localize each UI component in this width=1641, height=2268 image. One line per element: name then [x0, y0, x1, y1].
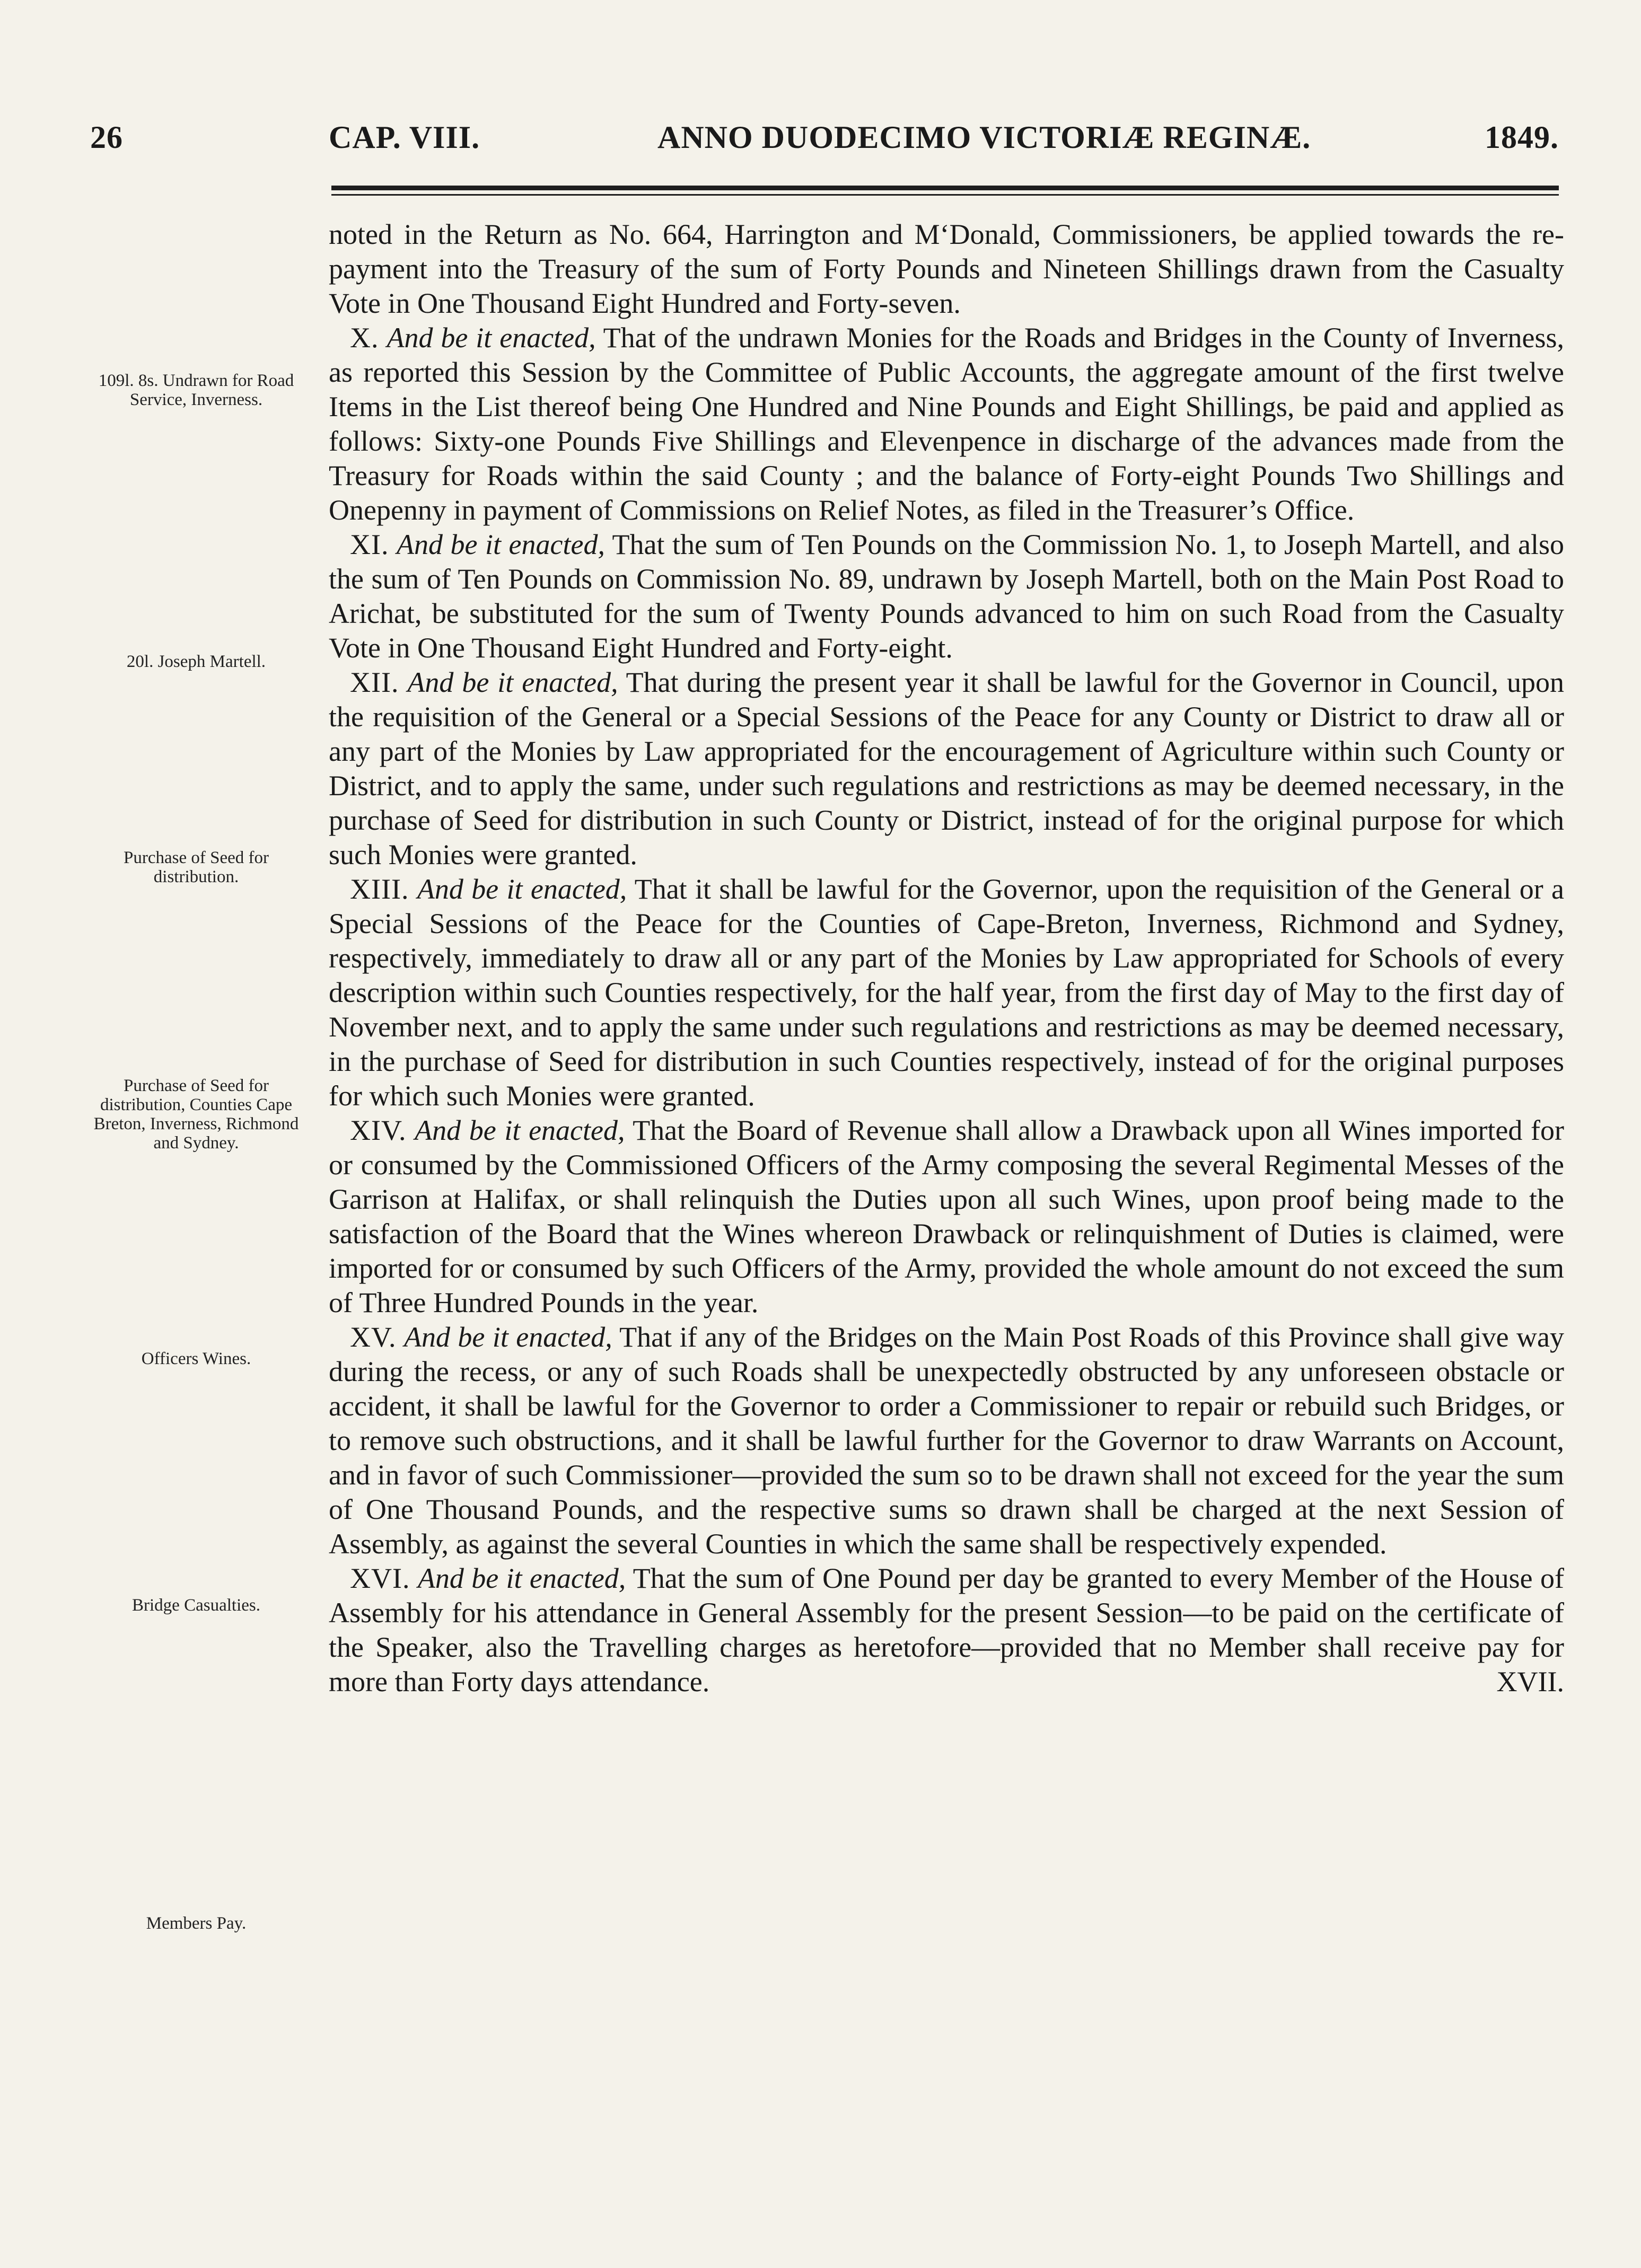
body-text — [329, 217, 1564, 1699]
section-12 — [329, 665, 1564, 872]
year-label: 1849. — [1485, 120, 1559, 155]
section-text: That if any of the Bridges on the Main Post Roads of this Province shall give way during the recess, or any of such Roads shall be unexpectedly obstructed by any unforeseen obstacle or accident, it shall be lawful for the Governor to order a Commissioner to repair or rebuild such Bridges, or to remove such obstructions, and it shall be lawful further for the Governor to draw Warrants on Account, and in favor of such Commissioner—provided the sum so to be drawn shall not exceed for the year the sum of One Thousand Pounds, and the respective sums so drawn shall be charged at the next Session of Assembly, as against the several Counties in which the same shall be respectively expended. — [329, 1321, 1565, 1560]
section-10 — [329, 321, 1564, 528]
enacting-phrase: And be it enacted, — [415, 1114, 625, 1146]
section-text: That the sum of Ten Pounds on the Commission No. 1, to Joseph Martell, and also the sum of Ten Pounds on Commission No. 89, undrawn by Joseph Martell, both on the Main Post Road to Arichat, be substituted for the sum of Twenty Pounds advanced to him on such Road from the Casualty Vote in One Thousand Eight Hundred and Forty-eight. — [329, 529, 1565, 664]
section-14 — [329, 1113, 1564, 1320]
section-text: That the sum of One Pound per day be granted to every Member of the House of Assembly for his attendance in General Assembly for the present Session—to be paid on the certificate of the Speaker, also the Travelling charges as heretofore—provided that no Member shall receive pay for more than Forty days attendance. — [329, 1562, 1564, 1698]
enacting-phrase: And be it enacted, — [387, 322, 596, 354]
enacting-phrase: And be it enacted, — [407, 666, 618, 698]
section-number: XV. — [350, 1321, 397, 1353]
section-11 — [329, 528, 1564, 665]
continuation-paragraph: noted in the Return as No. 664, Harrington and M‘Donald, Commissioners, be applied towards the re-payment into the Treasury of the sum of Forty Pounds and Nineteen Shillings drawn from the Casualty Vote in One Thousand Eight Hundred and Forty-seven. — [329, 218, 1564, 319]
header-rule-thin — [331, 194, 1559, 196]
header-rule-thick — [331, 186, 1559, 190]
section-text: That of the undrawn Monies for the Roads and Bridges in the County of Inverness, as reported this Session by the Committee of Public Accounts, the aggregate amount of the first twelve Items in the List thereof being One Hundred and Nine Pounds and Eight Shillings, be paid and applied as follows: Sixty-one Pounds Five Shillings and Elevenpence in discharge of the advances made from the Treasury for Roads within the said County ; and the balance of Forty-eight Pounds Two Shillings and Onepenny in payment of Commissions on Relief Notes, as filed in the Treasurer’s Office. — [329, 322, 1564, 526]
running-title: ANNO DUODECIMO VICTORIÆ REGINÆ. — [657, 120, 1311, 155]
chapter-label: CAP. VIII. — [329, 120, 480, 155]
section-number: XI. — [350, 529, 389, 560]
section-text: That during the present year it shall be lawful for the Governor in Council, upon the requisition of the General or a Special Sessions of the Peace for any County or District to draw all or any part of the Monies by Law appropriated for the encouragement of Agriculture within such County or District, and to apply the same, under such regulations and restrictions as may be deemed necessary, in the purchase of Seed for distribution in such County or District, instead of for the original purpose for which such Monies were granted. — [329, 666, 1565, 871]
margin-note-section-10: 109l. 8s. Undrawn for Road Service, Inverness. — [98, 371, 294, 409]
running-header — [85, 119, 1559, 167]
enacting-phrase: And be it enacted, — [404, 1321, 612, 1353]
section-text: That the Board of Revenue shall allow a Drawback upon all Wines imported for or consumed by the Commissioned Officers of the Army composing the several Regimental Messes of the Garrison at Halifax, or shall relinquish the Duties upon all such Wines, upon proof being made to the satisfaction of the Board that the Wines whereon Drawback or relinquishment of Duties is claimed, were imported for or consumed by such Officers of the Army, provided the whole amount do not exceed the sum of Three Hundred Pounds in the year. — [329, 1114, 1564, 1318]
catchword: XVII. — [1496, 1666, 1564, 1698]
enacting-phrase: And be it enacted, — [397, 529, 605, 560]
enacting-phrase: And be it enacted, — [417, 1562, 626, 1594]
margin-note-section-16: Members Pay. — [146, 1914, 247, 1933]
section-number: XIV. — [350, 1114, 407, 1146]
margin-note-section-13: Purchase of Seed for distribution, Counties Cape Breton, Inverness, Richmond and Sydney. — [93, 1076, 299, 1153]
enacting-phrase: And be it enacted, — [417, 873, 627, 905]
section-13 — [329, 872, 1564, 1113]
margin-note-section-15: Bridge Casualties. — [132, 1596, 260, 1615]
section-15 — [329, 1320, 1564, 1561]
section-number: XII. — [350, 666, 399, 698]
section-number: XIII. — [350, 873, 409, 905]
section-number: XVI. — [350, 1562, 410, 1594]
margin-note-section-14: Officers Wines. — [141, 1349, 251, 1368]
section-number: X. — [350, 322, 379, 354]
page-number: 26 — [90, 120, 123, 155]
section-text: That it shall be lawful for the Governor, upon the requisition of the General or a Special Sessions of the Peace for the Counties of Cape-Breton, Inverness, Richmond and Sydney, respectively, immediately to draw all or any part of the Monies by Law appropriated for Schools of every description within such Counties respectively, for the half year, from the first day of May to the first day of November next, and to apply the same under such regulations and restrictions as may be deemed necessary, in the purchase of Seed for distribution in such Counties respectively, instead of for the original purposes for which such Monies were granted. — [329, 873, 1565, 1112]
margin-note-section-11: 20l. Joseph Martell. — [126, 652, 266, 671]
margin-note-section-12: Purchase of Seed for distribution. — [124, 848, 269, 886]
